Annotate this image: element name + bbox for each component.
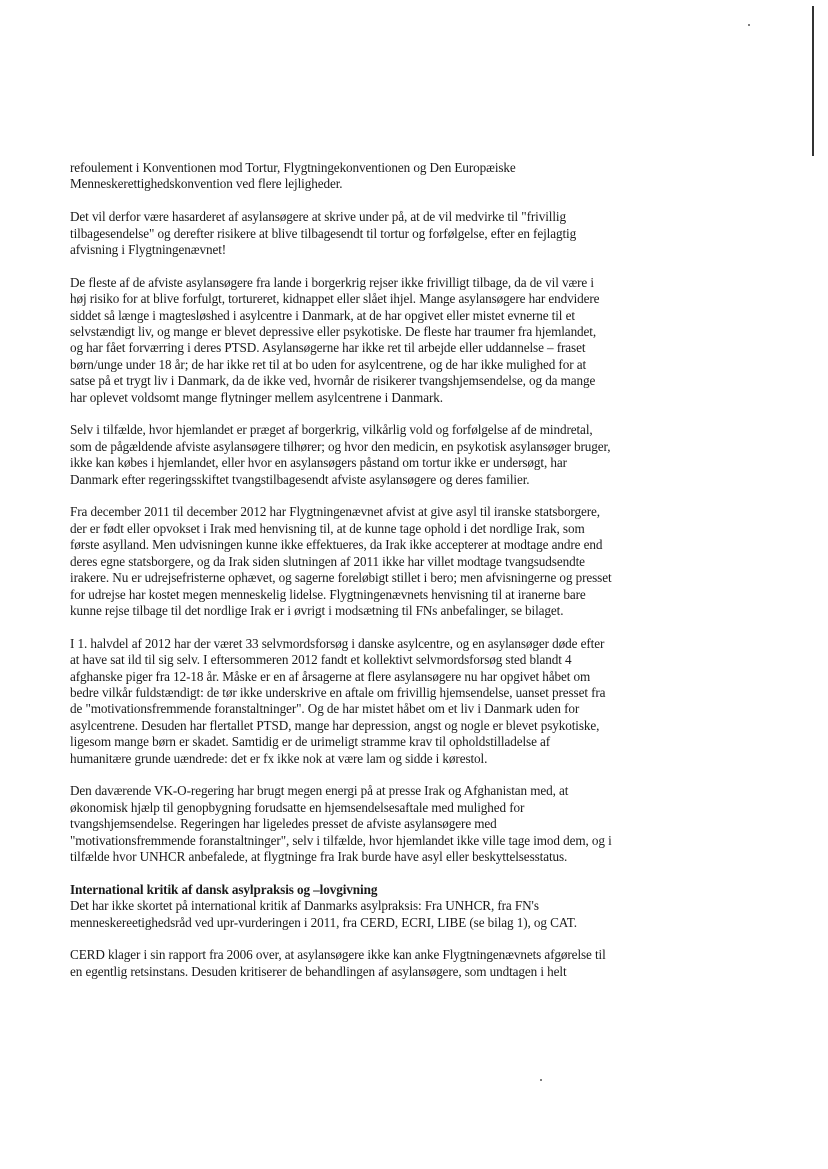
text-line: I 1. halvdel af 2012 har der været 33 selvmordsforsøg i danske asylcentre, og en asylansøger døde efter bbox=[70, 635, 605, 651]
text-line: kunne rejse tilbage til det nordlige Irak er i øvrigt i modsætning til FNs anbefalinger, se bilaget. bbox=[70, 602, 564, 618]
text-line: Selv i tilfælde, hvor hjemlandet er præget af borgerkrig, vilkårlig vold og forfølgelse af de mindretal, bbox=[70, 422, 593, 438]
text-line: Det vil derfor være hasarderet af asylansøgere at skrive under på, at de vil medvirke til "frivillig bbox=[70, 209, 566, 225]
text-line: tilbagesendelse" og derefter risikere at blive tilbagesendt til tortur og forfølgelse, efter en fejlagtig bbox=[70, 225, 577, 241]
text-line: ikke kan købes i hjemlandet, eller hvor en asylansøgers påstand om tortur ikke er undersøgt, har bbox=[70, 455, 567, 471]
scan-edge-line bbox=[812, 6, 814, 156]
paragraph bbox=[70, 504, 686, 619]
text-line: siddet så længe i magtesløshed i asylcentre i Danmark, at de har opgivet eller mistet evnerne til et bbox=[70, 307, 575, 323]
paragraph bbox=[70, 275, 686, 406]
paragraph bbox=[70, 783, 686, 865]
paragraph bbox=[70, 422, 686, 488]
text-line: Det har ikke skortet på international kritik af Danmarks asylpraksis: Fra UNHCR, fra FN's bbox=[70, 898, 539, 914]
text-line: menneskereetighedsråd ved upr-vurderingen i 2011, fra CERD, ECRI, LIBE (se bilag 1), og CAT. bbox=[70, 914, 577, 930]
text-line: tilfælde hvor UNHCR anbefalede, at flygtninge fra Irak burde have asyl eller beskyttelsesstatus. bbox=[70, 848, 568, 864]
text-line: asylcentrene. Desuden har flertallet PTSD, mange har depression, angst og nogle er blevet psykotiske, bbox=[70, 717, 600, 733]
text-line: Danmark efter regeringsskiftet tvangstilbagesendt afviste asylansøgere og deres familier. bbox=[70, 471, 530, 487]
text-line: Den daværende VK-O-regering har brugt megen energi på at presse Irak og Afghanistan med, at bbox=[70, 783, 569, 799]
document-body bbox=[70, 160, 686, 997]
text-line: afghanske piger fra 12-18 år. Måske er en af årsagerne at flere asylansøgere nu har opgivet håbet om bbox=[70, 668, 591, 684]
text-line: økonomisk hjælp til genopbygning forudsatte en hjemsendelsesaftale med mulighed for bbox=[70, 799, 525, 815]
text-line: høj risiko for at blive forfulgt, tortureret, kidnappet eller slået ihjel. Mange asylansøgere har endvidere bbox=[70, 291, 600, 307]
text-line: tvangshjemsendelse. Regeringen har ligeledes presset de afviste asylansøgere med bbox=[70, 816, 497, 832]
text-line: refoulement i Konventionen mod Tortur, Flygtningekonventionen og Den Europæiske bbox=[70, 160, 516, 175]
text-line: en egentlig retsinstans. Desuden kritiserer de behandlingen af asylansøgere, som undtagen i helt bbox=[70, 963, 567, 979]
text-line: at have sat ild til sig selv. I eftersommeren 2012 fandt et kollektivt selvmordsforsøg sted blandt 4 bbox=[70, 652, 572, 668]
text-line: de "motivationsfremmende foranstaltninger". Og de har mistet håbet om et liv i Danmark uden for bbox=[70, 701, 580, 717]
text-line: ligesom mange børn er skadet. Samtidig er de urimeligt stramme krav til opholdstilladelse af bbox=[70, 734, 551, 750]
text-line: Menneskerettighedskonvention ved flere lejligheder. bbox=[70, 176, 343, 192]
heading-text: International kritik af dansk asylpraksis og –lovgivning bbox=[70, 881, 378, 897]
text-line: "motivationsfremmende foranstaltninger", selv i tilfælde, hvor hjemlandet ikke ville tage imod dem, og i bbox=[70, 832, 612, 848]
text-line: bedre vilkår fuldstændigt: de tør ikke underskrive en aftale om frivillig hjemsendelse, uanset presset fra bbox=[70, 684, 606, 700]
text-line: afvisning i Flygtningenævnet! bbox=[70, 242, 227, 258]
text-line: børn/unge under 18 år; de har ikke ret til at bo uden for asylcentrene, og de har ikke mulighed for at bbox=[70, 356, 587, 372]
paragraph bbox=[70, 898, 686, 931]
text-line: og har fået forværring i deres PTSD. Asylansøgerne har ikke ret til arbejde eller uddannelse – fraset bbox=[70, 340, 586, 356]
text-line: som de pågældende afviste asylansøgere tilhører; og hvor den medicin, en psykotisk asylansøger bruger, bbox=[70, 438, 611, 454]
paragraph bbox=[70, 209, 686, 258]
scan-speck bbox=[540, 1079, 542, 1081]
text-line: deres egne statsborgere, og da Irak siden slutningen af 2011 ikke har villet modtage tvangsudsendte bbox=[70, 553, 585, 569]
text-line: CERD klager i sin rapport fra 2006 over, at asylansøgere ikke kan anke Flygtningenævnets afgørelse til bbox=[70, 947, 606, 963]
text-line: der er født eller opvokset i Irak med henvisning til, at de kunne tage ophold i det nordlige Irak, som bbox=[70, 520, 585, 536]
section-heading bbox=[70, 882, 686, 898]
text-line: satse på et trygt liv i Danmark, da de ikke ved, hvornår de risikerer tvangshjemsendelse, og da mange bbox=[70, 373, 596, 389]
text-line: første asylland. Men udvisningen kunne ikke effektueres, da Irak ikke accepterer at modtage andre end bbox=[70, 537, 603, 553]
text-line: Fra december 2011 til december 2012 har Flygtningenævnet afvist at give asyl til iranske statsborgere, bbox=[70, 504, 600, 520]
section bbox=[70, 882, 686, 931]
text-line: selvstændigt liv, og mange er blevet depressive eller psykotiske. De fleste har traumer fra hjemlandet, bbox=[70, 324, 597, 340]
text-line: for udrejse har kostet megen menneskelig lidelse. Flygtningenævnets henvisning til at iranerne bare bbox=[70, 586, 586, 602]
paragraph bbox=[70, 947, 686, 980]
text-line: humanitære grunde uændrede: det er fx ikke nok at være lam og sidde i kørestol. bbox=[70, 750, 488, 766]
text-line: De fleste af de afviste asylansøgere fra lande i borgerkrig rejser ikke frivilligt tilbage, da de vil være i bbox=[70, 274, 594, 290]
scan-speck bbox=[748, 24, 750, 26]
text-line: irakere. Nu er udrejsefristerne ophævet, og sagerne foreløbigt stillet i bero; men afvisningerne og presset bbox=[70, 570, 612, 586]
paragraph bbox=[70, 636, 686, 767]
paragraph bbox=[70, 160, 686, 193]
text-line: har oplevet voldsomt mange flytninger mellem asylcentrene i Danmark. bbox=[70, 389, 443, 405]
